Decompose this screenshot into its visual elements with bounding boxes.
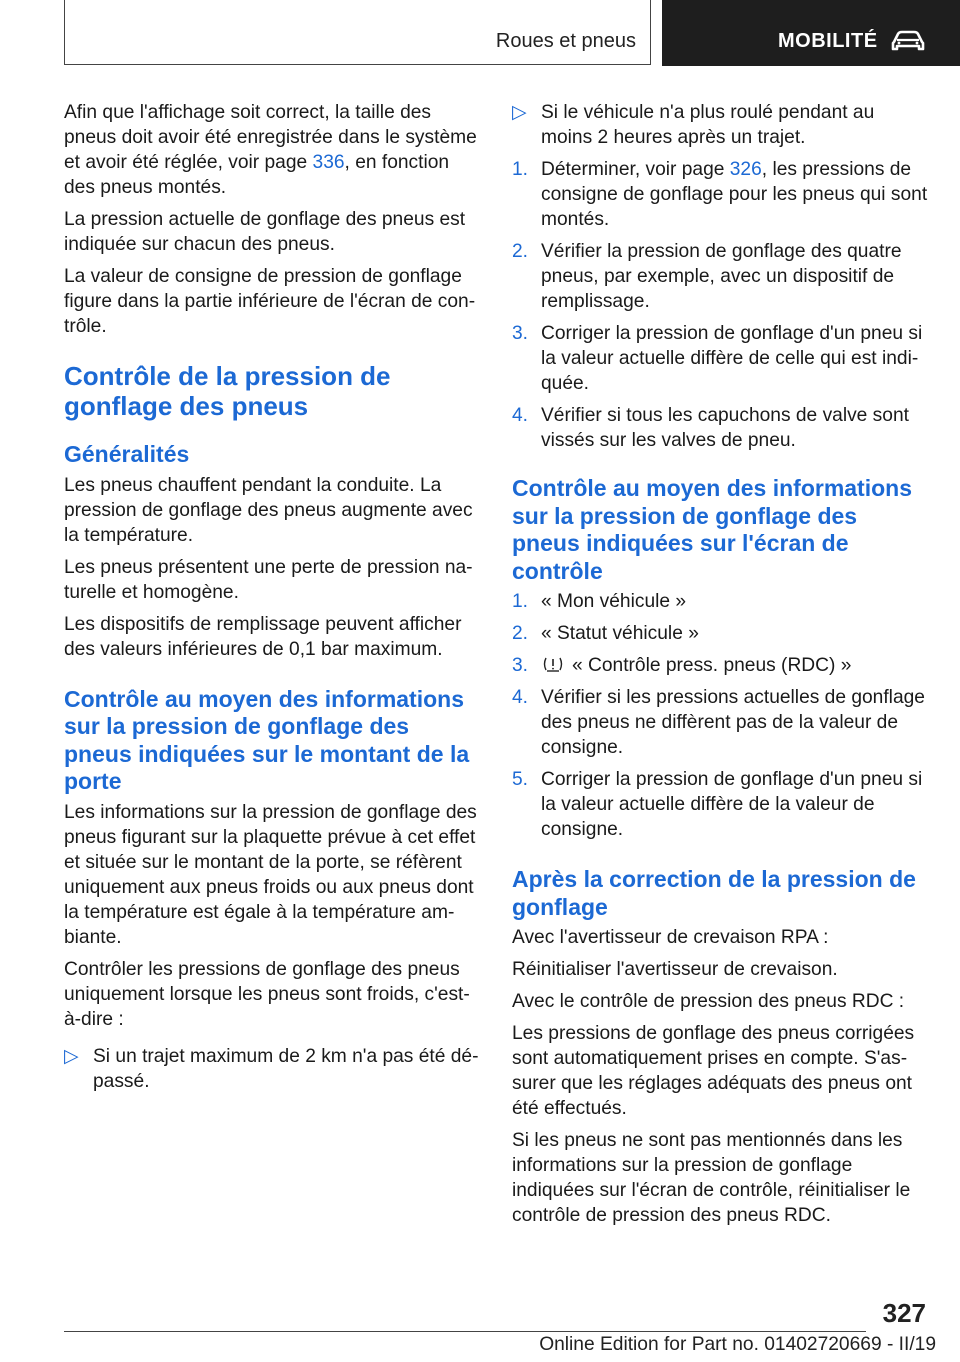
step-number: 3. <box>512 323 529 344</box>
step-item: 5. Corriger la pression de gonflage d'un pneu si la valeur actuelle diffère de la valeur de consigne. <box>512 769 923 840</box>
right-column <box>512 100 928 1235</box>
bullet-marker: ▷ <box>64 1045 79 1067</box>
paragraph: Les pneus présentent une perte de pression naturelle et homogène. <box>64 556 473 603</box>
step-number: 4. <box>512 687 529 708</box>
paragraph: Afin que l'affichage soit correct, la taille des pneus doit avoir été enregistrée dans le système et avoir été réglée, voir page 336, en fonction des pneus montés. <box>64 102 477 198</box>
paragraph: La valeur de consigne de pression de gonflage figure dans la partie inférieure de l'écran de contrôle. <box>64 266 476 337</box>
paragraph: Les pressions de gonflage des pneus corrigées sont automatiquement prises en compte. S'assurer que les réglages adéquats des pneus ont été effectués. <box>512 1023 915 1119</box>
list-item: ▷ Si le véhicule n'a plus roulé pendant au moins 2 heures après un trajet. <box>512 102 875 148</box>
left-column <box>64 100 480 1101</box>
step-item: 4. Vérifier si tous les capuchons de valve sont vissés sur les valves de pneu. <box>512 405 909 451</box>
paragraph: Les pneus chauffent pendant la conduite. La pression de gonflage des pneus augmente avec la température. <box>64 474 473 546</box>
step-number: 1. <box>512 591 529 612</box>
step-item: 1. « Mon véhicule » <box>512 591 687 612</box>
page-link[interactable]: 326 <box>729 159 762 180</box>
step-item: 4. Vérifier si les pressions actuelles de gonflage des pneus ne diffèrent pas de la valeur de consigne. <box>512 687 925 758</box>
step-item: 3. Corriger la pression de gonflage d'un pneu si la valeur actuelle diffère de celle qui est indiquée. <box>512 323 923 394</box>
step-item: 2. « Statut véhicule » <box>512 623 699 644</box>
section-tab <box>64 0 651 65</box>
step-item: 2. Vérifier la pression de gonflage des quatre pneus, par exemple, avec un dispositif de remplissage. <box>512 241 902 312</box>
page-link[interactable]: 336 <box>312 152 345 173</box>
step-number: 4. <box>512 405 529 426</box>
step-number: 2. <box>512 623 529 644</box>
step-number: 1. <box>512 159 529 180</box>
footer-divider <box>64 1331 866 1332</box>
step-number: 3. <box>512 655 529 676</box>
page-number: 327 <box>882 1298 926 1328</box>
car-icon <box>890 28 926 52</box>
list-item: ▷ Si un trajet maximum de 2 km n'a pas été dépassé. <box>64 1045 479 1092</box>
paragraph: Les dispositifs de remplissage peuvent afficher des valeurs inférieures de 0,1 bar maximum. <box>64 613 462 660</box>
paragraph: Réinitialiser l'avertisseur de crevaison. <box>512 959 838 980</box>
step-item: 1. Déterminer, voir page 326, les pressions de consigne de gonflage pour les pneus qui sont montés. <box>512 159 928 230</box>
paragraph: Si les pneus ne sont pas mentionnés dans les informations sur la pression de gonflage indiquées sur l'écran de contrôle, réinitialiser le contrôle de pression des pneus RDC. <box>512 1130 911 1226</box>
step-number: 5. <box>512 769 529 790</box>
paragraph: Les informations sur la pression de gonflage des pneus figurant sur la plaquette prévue à cet effet et située sur le montant de la porte, se réfèrent uniquement aux pneus froids ou aux pneus dont la température est égale à la température ambiante. <box>64 801 477 948</box>
paragraph: La pression actuelle de gonflage des pneus est indiquée sur chacun des pneus. <box>64 209 466 255</box>
section-heading: Contrôle de la pression de gonflage des pneus <box>64 361 391 421</box>
subsection-heading: Après la correction de la pression de gonflage <box>512 866 916 920</box>
subsection-heading: Contrôle au moyen des informations sur la pression de gonflage des pneus indiquées sur le montant de la porte <box>64 685 470 794</box>
subsection-heading: Contrôle au moyen des informations sur la pression de gonflage des pneus indiquées sur l'écran de contrôle <box>512 475 912 584</box>
tire-pressure-warning-icon <box>542 655 564 673</box>
paragraph: Contrôler les pressions de gonflage des pneus uniquement lorsque les pneus sont froids, c'est-à-dire : <box>64 958 470 1030</box>
step-item: 3. « Contrôle press. pneus (RDC) » <box>512 655 852 676</box>
chapter-title: MOBILITÉ <box>778 30 878 52</box>
subsection-heading: Généralités <box>64 441 190 467</box>
paragraph: Avec l'avertisseur de crevaison RPA : <box>512 927 829 948</box>
footer-text: Online Edition for Part no. 01402720669 - II/19 <box>539 1334 936 1355</box>
page-header <box>0 0 960 66</box>
section-title: Roues et pneus <box>495 30 636 52</box>
chapter-tab <box>662 0 960 66</box>
bullet-marker: ▷ <box>512 102 527 123</box>
step-number: 2. <box>512 241 529 262</box>
paragraph: Avec le contrôle de pression des pneus RDC : <box>512 991 905 1012</box>
